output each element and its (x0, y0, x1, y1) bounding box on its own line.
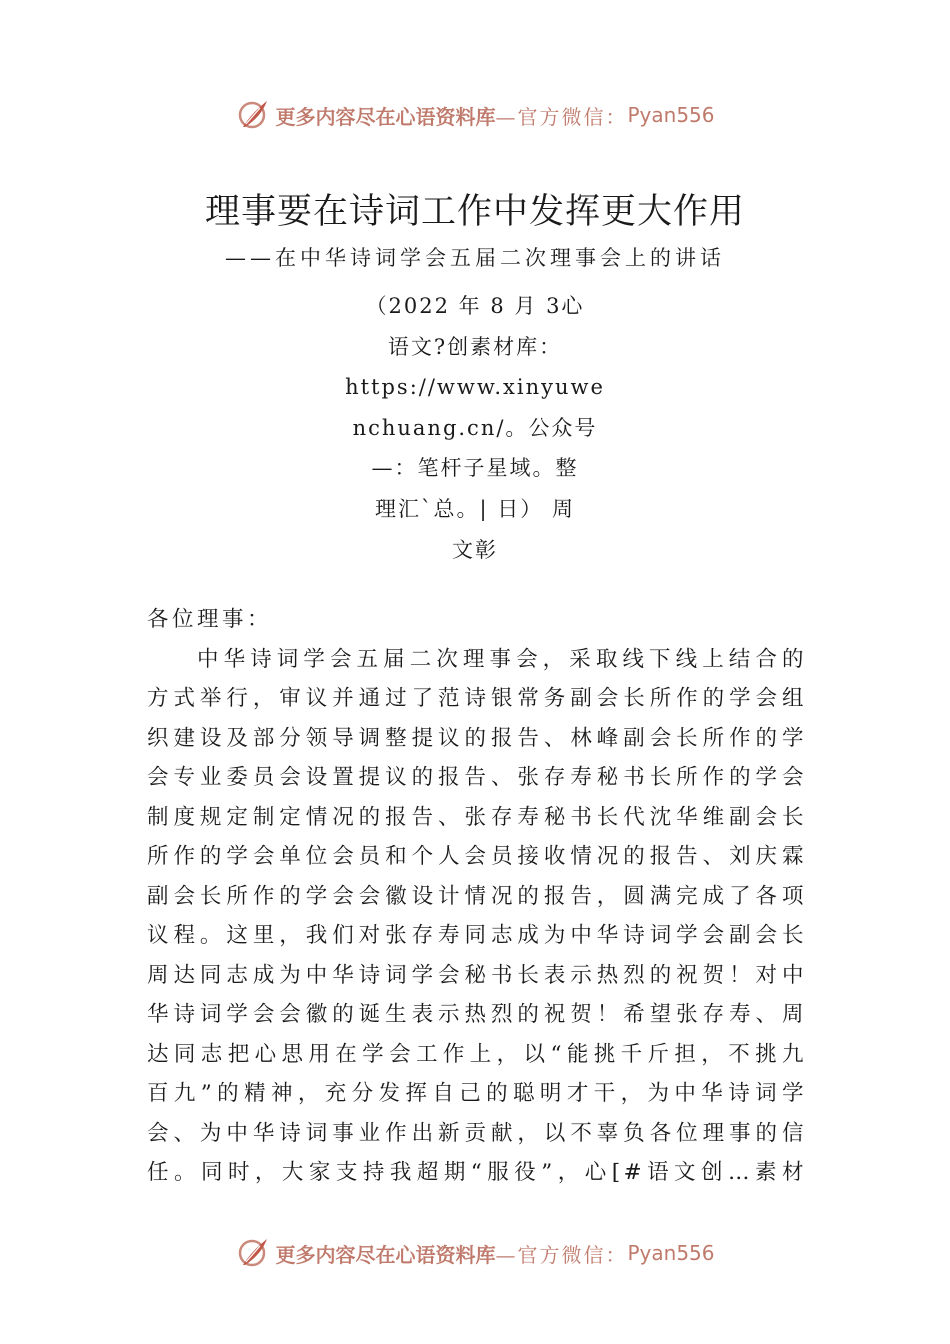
quill-logo-icon (235, 97, 271, 133)
meta-line: 语文?创素材库： (387, 334, 563, 359)
meta-line: nchuang.cn/。公众号 (352, 415, 598, 440)
meta-line: —：笔杆子星域。整 (371, 456, 579, 481)
paragraph-line: 制度规定制定情况的报告、张存寿秘书长代沈华维副会长 (147, 804, 807, 830)
paragraph-line: 任。同时，大家支持我超期“服役”，心[#语文创…素材 (147, 1160, 807, 1185)
paragraph-line: 周达同志成为中华诗词学会秘书长表示热烈的祝贺！对中 (147, 962, 807, 988)
banner-main-text: 更多内容尽在心语资料库 (275, 1242, 496, 1267)
banner-sub-text: —官方微信： (495, 104, 628, 129)
document-subtitle: ——在中华诗词学会五届二次理事会上的讲话 (225, 246, 725, 270)
speech-body (147, 600, 807, 1193)
meta-line: 理汇`总。| 日） 周 (375, 496, 575, 521)
meta-line: https://www.xinyuwe (345, 375, 605, 400)
paragraph-line: 会专业委员会设置提议的报告、张存寿秘书长所作的学会 (147, 765, 807, 790)
banner-sub-text: —官方微信： (495, 1242, 628, 1267)
document-title: 理事要在诗词工作中发挥更大作用 (204, 192, 745, 232)
paragraph-line: 方式举行，审议并通过了范诗银常务副会长所作的学会组 (147, 686, 807, 711)
paragraph-line: 副会长所作的学会会徽设计情况的报告，圆满完成了各项 (147, 883, 807, 909)
paragraph-line: 达同志把心思用在学会工作上，以“能挑千斤担，不挑九 (147, 1041, 807, 1067)
paragraph-line: 中华诗词学会五届二次理事会，采取线下线上结合的 (197, 646, 807, 672)
paragraph-line: 议程。这里，我们对张存寿同志成为中华诗词学会副会长 (147, 923, 807, 948)
banner-main-text: 更多内容尽在心语资料库 (275, 104, 496, 129)
meta-line: 文彰 (452, 537, 498, 562)
quill-logo-icon (235, 1235, 271, 1271)
banner-wechat-id: Pyan556 (627, 1241, 715, 1265)
paragraph-line: 百九”的精神，充分发挥自己的聪明才干，为中华诗词学 (147, 1081, 807, 1106)
bottom-watermark-banner (0, 1233, 950, 1273)
paragraph-line: 会、为中华诗词事业作出新贡献，以不辜负各位理事的信 (147, 1120, 807, 1146)
date-author-block (0, 286, 950, 570)
meta-line: （2022 年 8 月 3心 (365, 294, 585, 318)
paragraph-line: 所作的学会单位会员和个人会员接收情况的报告、刘庆霖 (147, 844, 807, 869)
paragraph-line: 织建设及部分领导调整提议的报告、林峰副会长所作的学 (147, 725, 807, 751)
banner-wechat-id: Pyan556 (627, 103, 715, 127)
top-watermark-banner (0, 95, 950, 135)
paragraph-line: 华诗词学会会徽的诞生表示热烈的祝贺！希望张存寿、周 (147, 1002, 807, 1027)
greeting: 各位理事： (147, 607, 273, 632)
